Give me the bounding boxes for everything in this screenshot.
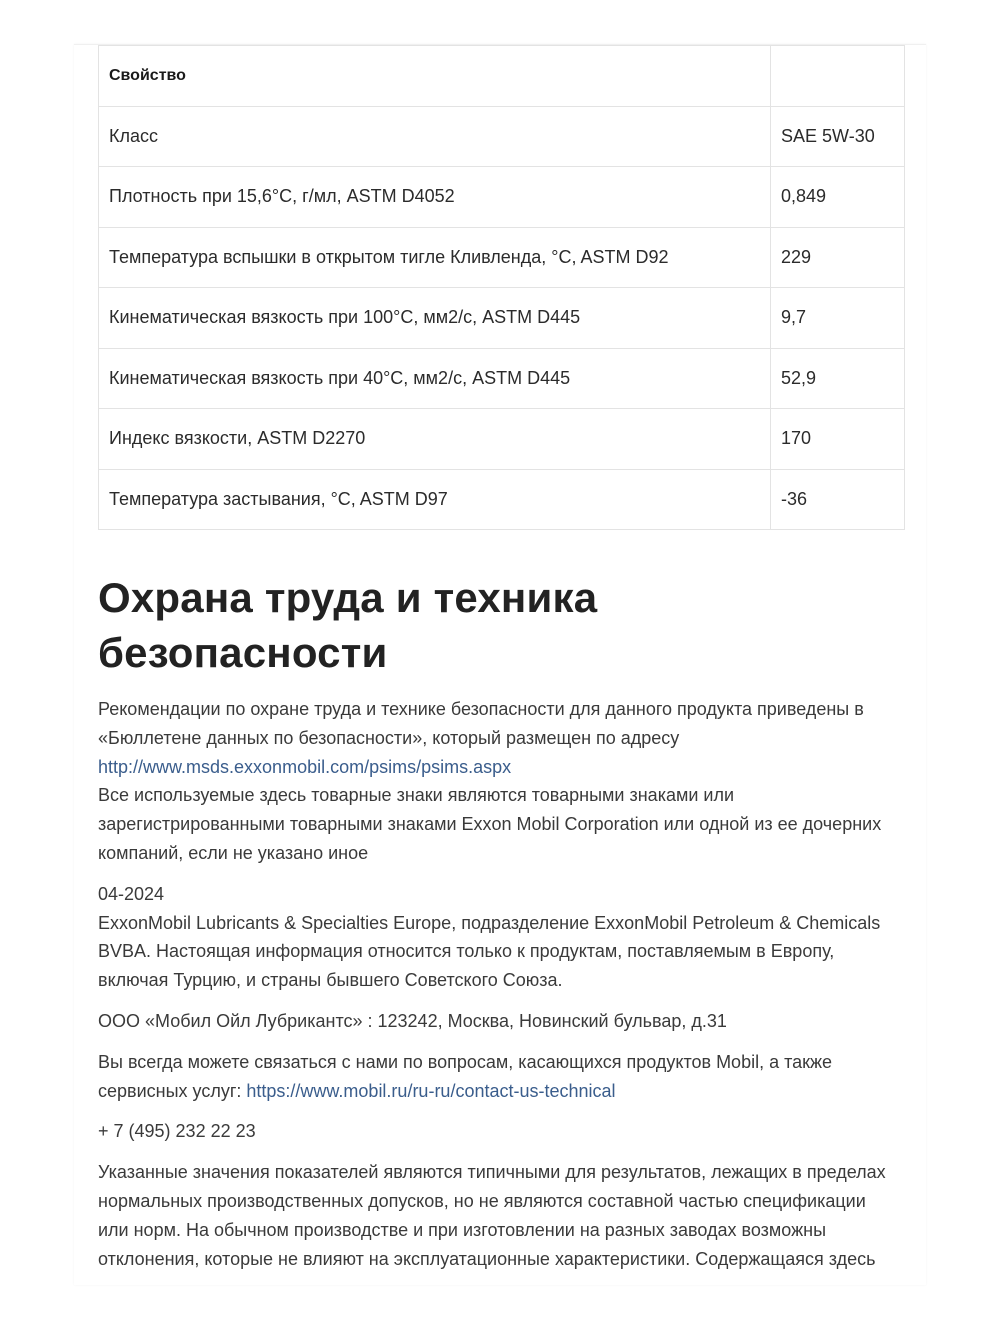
msds-paragraph: [98, 695, 904, 868]
disclaimer-line4: отклонения, которые не влияют на эксплуатационные характеристики. Содержащаяся здесь: [98, 1248, 876, 1269]
table-row: [99, 288, 905, 349]
phone-number: + 7 (495) 232 22 23: [98, 1121, 256, 1142]
table-header-value: [771, 46, 905, 107]
contact-link[interactable]: https://www.mobil.ru/ru-ru/contact-us-technical: [246, 1080, 616, 1101]
table-cell-value: 229: [771, 227, 905, 288]
table-cell-property: Класс: [99, 106, 771, 167]
trademark-line1: Все используемые здесь товарные знаки являются товарными знаками или: [98, 785, 735, 806]
disclaimer-paragraph: [98, 1158, 904, 1273]
properties-table: [98, 45, 905, 530]
table-row: [99, 348, 905, 409]
section-title: [98, 570, 904, 680]
contact-paragraph: [98, 1048, 904, 1106]
table-cell-property: Плотность при 15,6°C, г/мл, ASTM D4052: [99, 167, 771, 228]
section-title-line1: Охрана труда и техника: [98, 574, 598, 621]
contact-line1: Вы всегда можете связаться с нами по вопросам, касающихся продуктов Mobil, а также: [98, 1051, 833, 1072]
msds-text-line1: Рекомендации по охране труда и технике безопасности для данного продукта приведены в: [98, 699, 864, 719]
document-content: [98, 45, 904, 1273]
company-line1: ExxonMobil Lubricants & Specialties Europe, подразделение ExxonMobil Petroleum & Chemicals: [98, 912, 881, 933]
document-page: [74, 44, 926, 1285]
table-cell-value: 9,7: [771, 288, 905, 349]
contact-prefix: сервисных услуг:: [98, 1080, 247, 1101]
section-title-line2: безопасности: [98, 629, 388, 676]
table-cell-property: Кинематическая вязкость при 40°C, мм2/с, ASTM D445: [99, 348, 771, 409]
table-cell-value: 170: [771, 409, 905, 470]
table-header-row: [99, 46, 905, 107]
table-cell-property: Температура застывания, °C, ASTM D97: [99, 469, 771, 530]
company-paragraph: [98, 880, 904, 995]
table-cell-value: 0,849: [771, 167, 905, 228]
table-cell-property: Температура вспышки в открытом тигле Кливленда, °C, ASTM D92: [99, 227, 771, 288]
table-cell-value: 52,9: [771, 348, 905, 409]
document-date: 04-2024: [98, 883, 165, 904]
table-row: [99, 409, 905, 470]
msds-text-line2: «Бюллетене данных по безопасности», который размещен по адресу: [98, 727, 680, 748]
table-cell-property: Индекс вязкости, ASTM D2270: [99, 409, 771, 470]
table-header-property: Свойство: [99, 46, 771, 107]
msds-link[interactable]: http://www.msds.exxonmobil.com/psims/psims.aspx: [98, 756, 512, 777]
company-line2: BVBA. Настоящая информация относится только к продуктам, поставляемым в Европу,: [98, 941, 835, 962]
disclaimer-line2: нормальных производственных допусков, но не являются составной частью спецификации: [98, 1190, 866, 1211]
disclaimer-line1: Указанные значения показателей являются типичными для результатов, лежащих в пределах: [98, 1162, 886, 1183]
table-cell-value: -36: [771, 469, 905, 530]
table-row: [99, 227, 905, 288]
table-cell-value: SAE 5W-30: [771, 106, 905, 167]
table-row: [99, 106, 905, 167]
trademark-line3: компаний, если не указано иное: [98, 842, 369, 863]
address-paragraph: ООО «Мобил Ойл Лубрикантс» : 123242, Москва, Новинский бульвар, д.31: [98, 1010, 727, 1031]
table-row: [99, 167, 905, 228]
table-cell-property: Кинематическая вязкость при 100°C, мм2/с, ASTM D445: [99, 288, 771, 349]
trademark-line2: зарегистрированными товарными знаками Exxon Mobil Corporation или одной из ее дочерних: [98, 814, 882, 835]
table-row: [99, 469, 905, 530]
company-line3: включая Турцию, и страны бывшего Советского Союза.: [98, 970, 563, 991]
disclaimer-line3: или норм. На обычном производстве и при изготовлении на разных заводах возможны: [98, 1219, 827, 1240]
